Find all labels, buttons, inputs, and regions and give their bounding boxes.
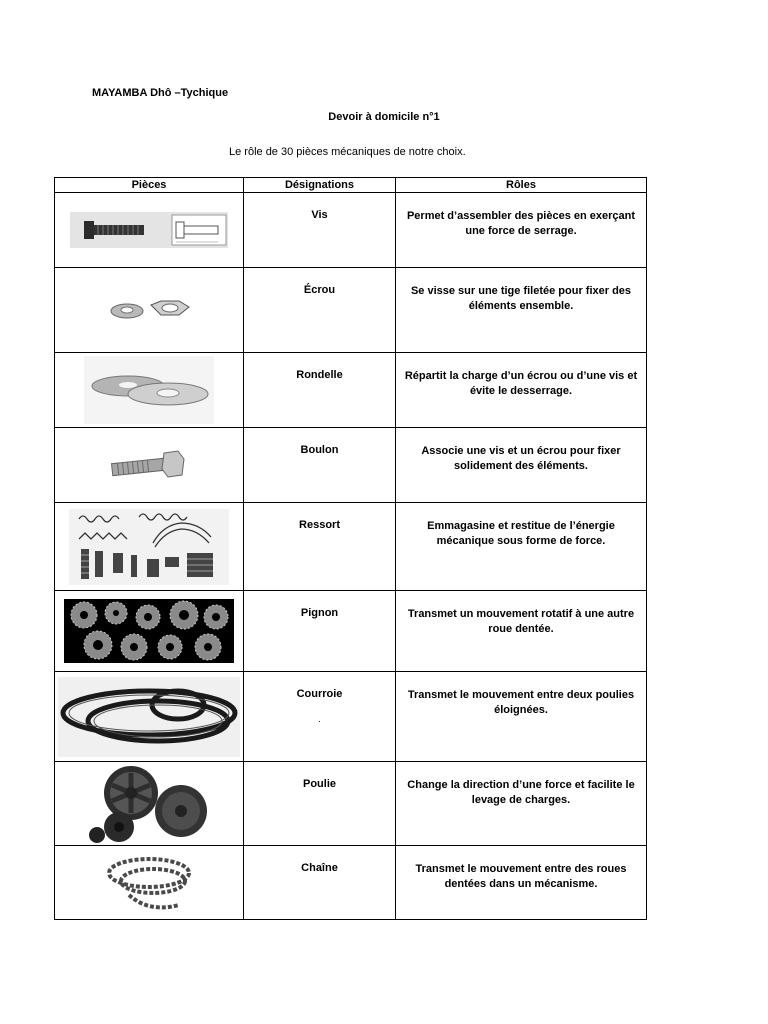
header-pieces: Pièces — [55, 178, 244, 193]
belt-icon — [58, 677, 240, 757]
bolt-icon — [104, 445, 194, 485]
role-cell: Associe une vis et un écrou pour fixer solidement des éléments. — [396, 428, 647, 503]
designation-cell: Chaîne — [244, 846, 396, 920]
table-row — [55, 846, 647, 920]
table-row — [55, 268, 647, 353]
part-image-cell — [55, 268, 244, 353]
document-title — [0, 111, 768, 123]
part-image-cell — [55, 428, 244, 503]
table-header-row — [55, 178, 647, 193]
part-image-cell — [55, 591, 244, 672]
part-image-cell — [55, 353, 244, 428]
pulley-icon — [79, 763, 219, 845]
designation-cell: Pignon — [244, 591, 396, 672]
chain-icon — [99, 851, 199, 915]
part-image-cell — [55, 846, 244, 920]
table-row — [55, 503, 647, 591]
part-image-cell — [55, 193, 244, 268]
role-cell: Permet d’assembler des pièces en exerçant une force de serrage. — [396, 193, 647, 268]
spring-icon — [69, 509, 229, 585]
table-row — [55, 672, 647, 762]
designation-cell: Poulie — [244, 762, 396, 846]
nut-icon — [99, 295, 199, 325]
role-cell: Change la direction d’une force et facilite le levage de charges. — [396, 762, 647, 846]
part-image-cell — [55, 672, 244, 762]
document-title-text: Devoir à domicile n°1 — [328, 111, 440, 123]
table-row — [55, 193, 647, 268]
role-cell: Emmagasine et restitue de l’énergie mécanique sous forme de force. — [396, 503, 647, 591]
role-cell: Se visse sur une tige filetée pour fixer des éléments ensemble. — [396, 268, 647, 353]
part-image-cell — [55, 503, 244, 591]
designation-cell: Boulon — [244, 428, 396, 503]
role-cell: Transmet le mouvement entre des roues dentées dans un mécanisme. — [396, 846, 647, 920]
table-row — [55, 428, 647, 503]
parts-table — [54, 177, 647, 920]
part-image-cell — [55, 762, 244, 846]
header-roles: Rôles — [396, 178, 647, 193]
washer-icon — [84, 356, 214, 424]
role-cell: Transmet le mouvement entre deux poulies éloignées. — [396, 672, 647, 762]
designation-label: Courroie — [296, 688, 343, 700]
table-row — [55, 591, 647, 672]
designation-cell: Rondelle — [244, 353, 396, 428]
designation-cell: Écrou — [244, 268, 396, 353]
designation-cell: Ressort — [244, 503, 396, 591]
table-row — [55, 353, 647, 428]
designation-cell: Vis — [244, 193, 396, 268]
header-designations: Désignations — [244, 178, 396, 193]
role-cell: Transmet un mouvement rotatif à une autre roue dentée. — [396, 591, 647, 672]
screw-icon — [70, 212, 228, 248]
author-name: MAYAMBA Dhô –Tychique — [92, 87, 229, 99]
sprocket-icon — [64, 599, 234, 663]
table-row — [55, 762, 647, 846]
document-subtitle-text: Le rôle de 30 pièces mécaniques de notre choix. — [229, 146, 466, 158]
designation-cell — [244, 672, 396, 762]
designation-note: . — [318, 714, 321, 724]
role-cell: Répartit la charge d’un écrou ou d’une vis et évite le desserrage. — [396, 353, 647, 428]
